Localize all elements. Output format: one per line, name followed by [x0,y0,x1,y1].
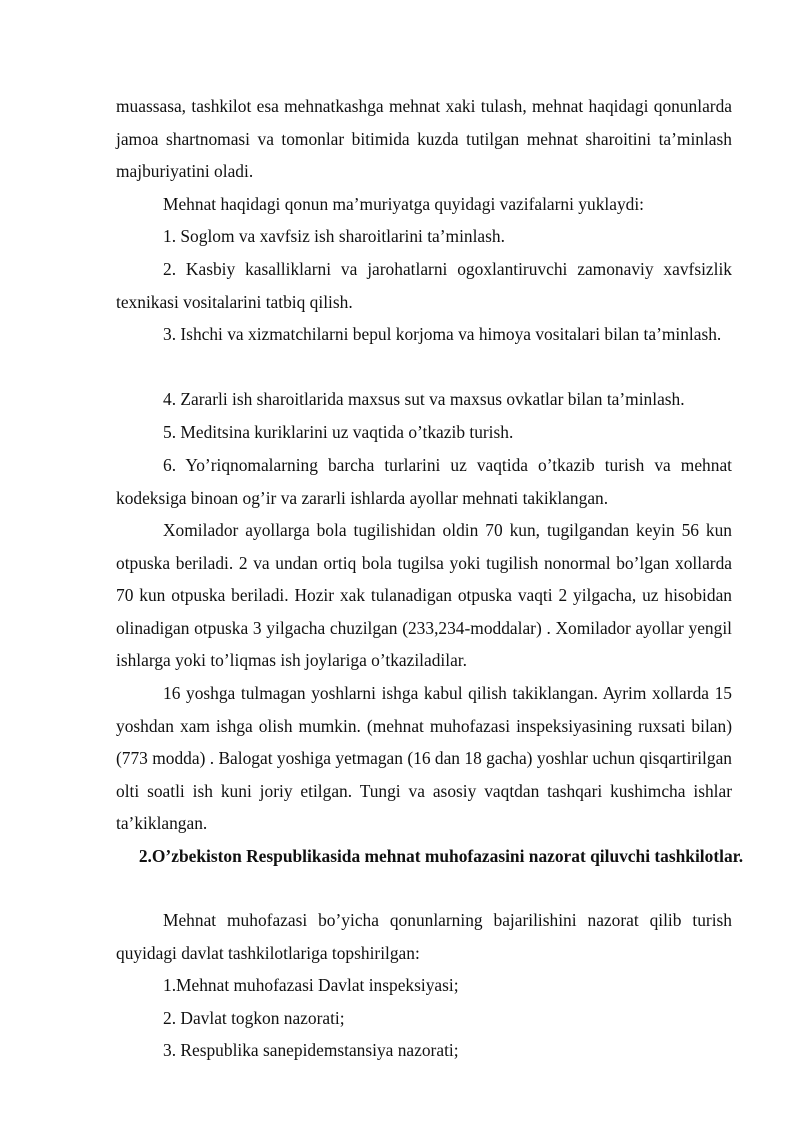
list-item-2: 2. Kasbiy kasalliklarni va jarohatlarni ogoxlantiruvchi zamonaviy xavfsizlik texnikasi vositalarini tatbiq qilish. [116,259,732,312]
org-item-3: 3. Respublika sanepidemstansiya nazorati; [163,1040,459,1060]
list-item-1: 1. Soglom va xavfsiz ish sharoitlarini ta’minlash. [163,226,505,246]
org-item-2: 2. Davlat togkon nazorati; [163,1008,345,1028]
section-heading: 2.O’zbekiston Respublikasida mehnat muhofazasini nazorat qiluvchi tashkilotlar. [138,846,744,866]
list-item-3: 3. Ishchi va xizmatchilarni bepul korjoma va himoya vositalari bilan ta’minlash. [163,324,722,344]
paragraph-duties-intro: Mehnat haqidagi qonun ma’muriyatga quyidagi vazifalarni yuklaydi: [163,194,645,214]
paragraph-maternity: Xomilador ayollarga bola tugilishidan oldin 70 kun, tugilgandan keyin 56 kun otpuska beriladi. 2 va undan ortiq bola tugilsa yoki tugilish nonormal bo’lgan xollarda 70 kun otpuska beriladi. Hozir xak tulanadigan otpuska vaqti 2 yilgacha, uz hisobidan olinadigan otpuska 3 yilgacha chuzilgan (233,234-moddalar) . Xomilador ayollar yengil ishlarga yoki to’liqmas ish joylariga o’tkaziladilar. [116,520,732,671]
paragraph-youth: 16 yoshga tulmagan yoshlarni ishga kabul qilish takiklangan. Ayrim xollarda 15 yoshdan xam ishga olish mumkin. (mehnat muhofazasi inspeksiyasining ruxsati bilan) (773 modda) . Balogat yoshiga yetmagan (16 dan 18 gacha) yoshlar uchun qisqartirilgan olti soatli ish kuni joriy etilgan. Tungi va asosiy vaqtdan tashqari kushimcha ishlar ta’kiklangan. [116,683,732,834]
paragraph-intro: muassasa, tashkilot esa mehnatkashga mehnat xaki tulash, mehnat haqidagi qonunlarda jamoa shartnomasi va tomonlar bitimida kuzda tutilgan mehnat sharoitini ta’minlash majburiyatini oladi. [116,96,732,182]
paragraph-oversight: Mehnat muhofazasi bo’yicha qonunlarning bajarilishini nazorat qilib turish quyidagi davlat tashkilotlariga topshirilgan: [116,910,732,963]
list-item-5: 5. Meditsina kuriklarini uz vaqtida o’tkazib turish. [163,422,514,442]
list-item-4: 4. Zararli ish sharoitlarida maxsus sut va maxsus ovkatlar bilan ta’minlash. [163,389,685,409]
list-item-6: 6. Yo’riqnomalarning barcha turlarini uz vaqtida o’tkazib turish va mehnat kodeksiga binoan og’ir va zararli ishlarda ayollar mehnati takiklangan. [116,455,732,508]
org-item-1: 1.Mehnat muhofazasi Davlat inspeksiyasi; [163,975,459,995]
